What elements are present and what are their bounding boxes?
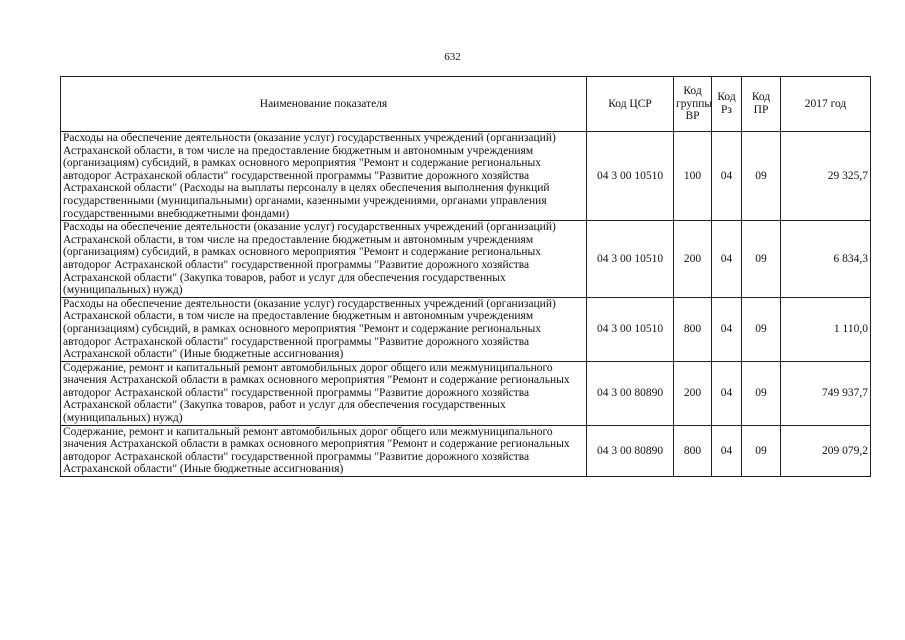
row-rz: 04 <box>712 425 742 476</box>
row-pr: 09 <box>742 132 781 221</box>
row-pr: 09 <box>742 361 781 425</box>
row-value: 1 110,0 <box>781 297 871 361</box>
row-csr: 04 3 00 10510 <box>587 297 674 361</box>
header-csr: Код ЦСР <box>587 77 674 132</box>
row-name: Расходы на обеспечение деятельности (оказание услуг) государственных учреждений (организаций) Астраханской области, в том числе на предоставление бюджетным и автономным учреждениям (организациям) субсидий, в рамках основного мероприятия "Ремонт и содержание региональных автодорог Астраханской области" государственной программы "Развитие дорожного хозяйства Астраханской области" (Закупка товаров, работ и услуг для обеспечения государственных (муниципальных) нужд) <box>61 221 587 298</box>
table-row <box>61 132 871 221</box>
row-pr: 09 <box>742 297 781 361</box>
header-rz: Код Рз <box>712 77 742 132</box>
row-rz: 04 <box>712 132 742 221</box>
row-name: Расходы на обеспечение деятельности (оказание услуг) государственных учреждений (организаций) Астраханской области, в том числе на предоставление бюджетным и автономным учреждениям (организациям) субсидий, в рамках основного мероприятия "Ремонт и содержание региональных автодорог Астраханской области" государственной программы "Развитие дорожного хозяйства Астраханской области" (Иные бюджетные ассигнования) <box>61 297 587 361</box>
row-csr: 04 3 00 80890 <box>587 361 674 425</box>
budget-table <box>60 76 871 477</box>
table-row <box>61 425 871 476</box>
table-header-row <box>61 77 871 132</box>
row-name: Расходы на обеспечение деятельности (оказание услуг) государственных учреждений (организаций) Астраханской области, в том числе на предоставление бюджетным и автономным учреждениям (организациям) субсидий, в рамках основного мероприятия "Ремонт и содержание региональных автодорог Астраханской области" государственной программы "Развитие дорожного хозяйства Астраханской области" (Расходы на выплаты персоналу в целях обеспечения выполнения функций государственными (муниципальными) органами, казенными учреждениями, органами управления государственными внебюджетными фондами) <box>61 132 587 221</box>
row-csr: 04 3 00 80890 <box>587 425 674 476</box>
header-name: Наименование показателя <box>61 77 587 132</box>
row-vr: 100 <box>674 132 712 221</box>
row-rz: 04 <box>712 361 742 425</box>
row-name: Содержание, ремонт и капитальный ремонт автомобильных дорог общего или межмуниципального значения Астраханской области в рамках основного мероприятия "Ремонт и содержание региональных автодорог Астраханской области" государственной программы "Развитие дорожного хозяйства Астраханской области" (Закупка товаров, работ и услуг для обеспечения государственных (муниципальных) нужд) <box>61 361 587 425</box>
row-value: 209 079,2 <box>781 425 871 476</box>
row-name: Содержание, ремонт и капитальный ремонт автомобильных дорог общего или межмуниципального значения Астраханской области в рамках основного мероприятия "Ремонт и содержание региональных автодорог Астраханской области" государственной программы "Развитие дорожного хозяйства Астраханской области" (Иные бюджетные ассигнования) <box>61 425 587 476</box>
row-rz: 04 <box>712 297 742 361</box>
row-pr: 09 <box>742 221 781 298</box>
row-vr: 800 <box>674 297 712 361</box>
table-row <box>61 297 871 361</box>
row-csr: 04 3 00 10510 <box>587 132 674 221</box>
row-pr: 09 <box>742 425 781 476</box>
row-value: 29 325,7 <box>781 132 871 221</box>
table-row <box>61 221 871 298</box>
row-csr: 04 3 00 10510 <box>587 221 674 298</box>
row-value: 749 937,7 <box>781 361 871 425</box>
header-year: 2017 год <box>781 77 871 132</box>
row-vr: 200 <box>674 221 712 298</box>
row-vr: 200 <box>674 361 712 425</box>
table-row <box>61 361 871 425</box>
header-vr: Код группы ВР <box>674 77 712 132</box>
page-number: 632 <box>444 51 461 63</box>
row-value: 6 834,3 <box>781 221 871 298</box>
header-pr: Код ПР <box>742 77 781 132</box>
row-rz: 04 <box>712 221 742 298</box>
row-vr: 800 <box>674 425 712 476</box>
